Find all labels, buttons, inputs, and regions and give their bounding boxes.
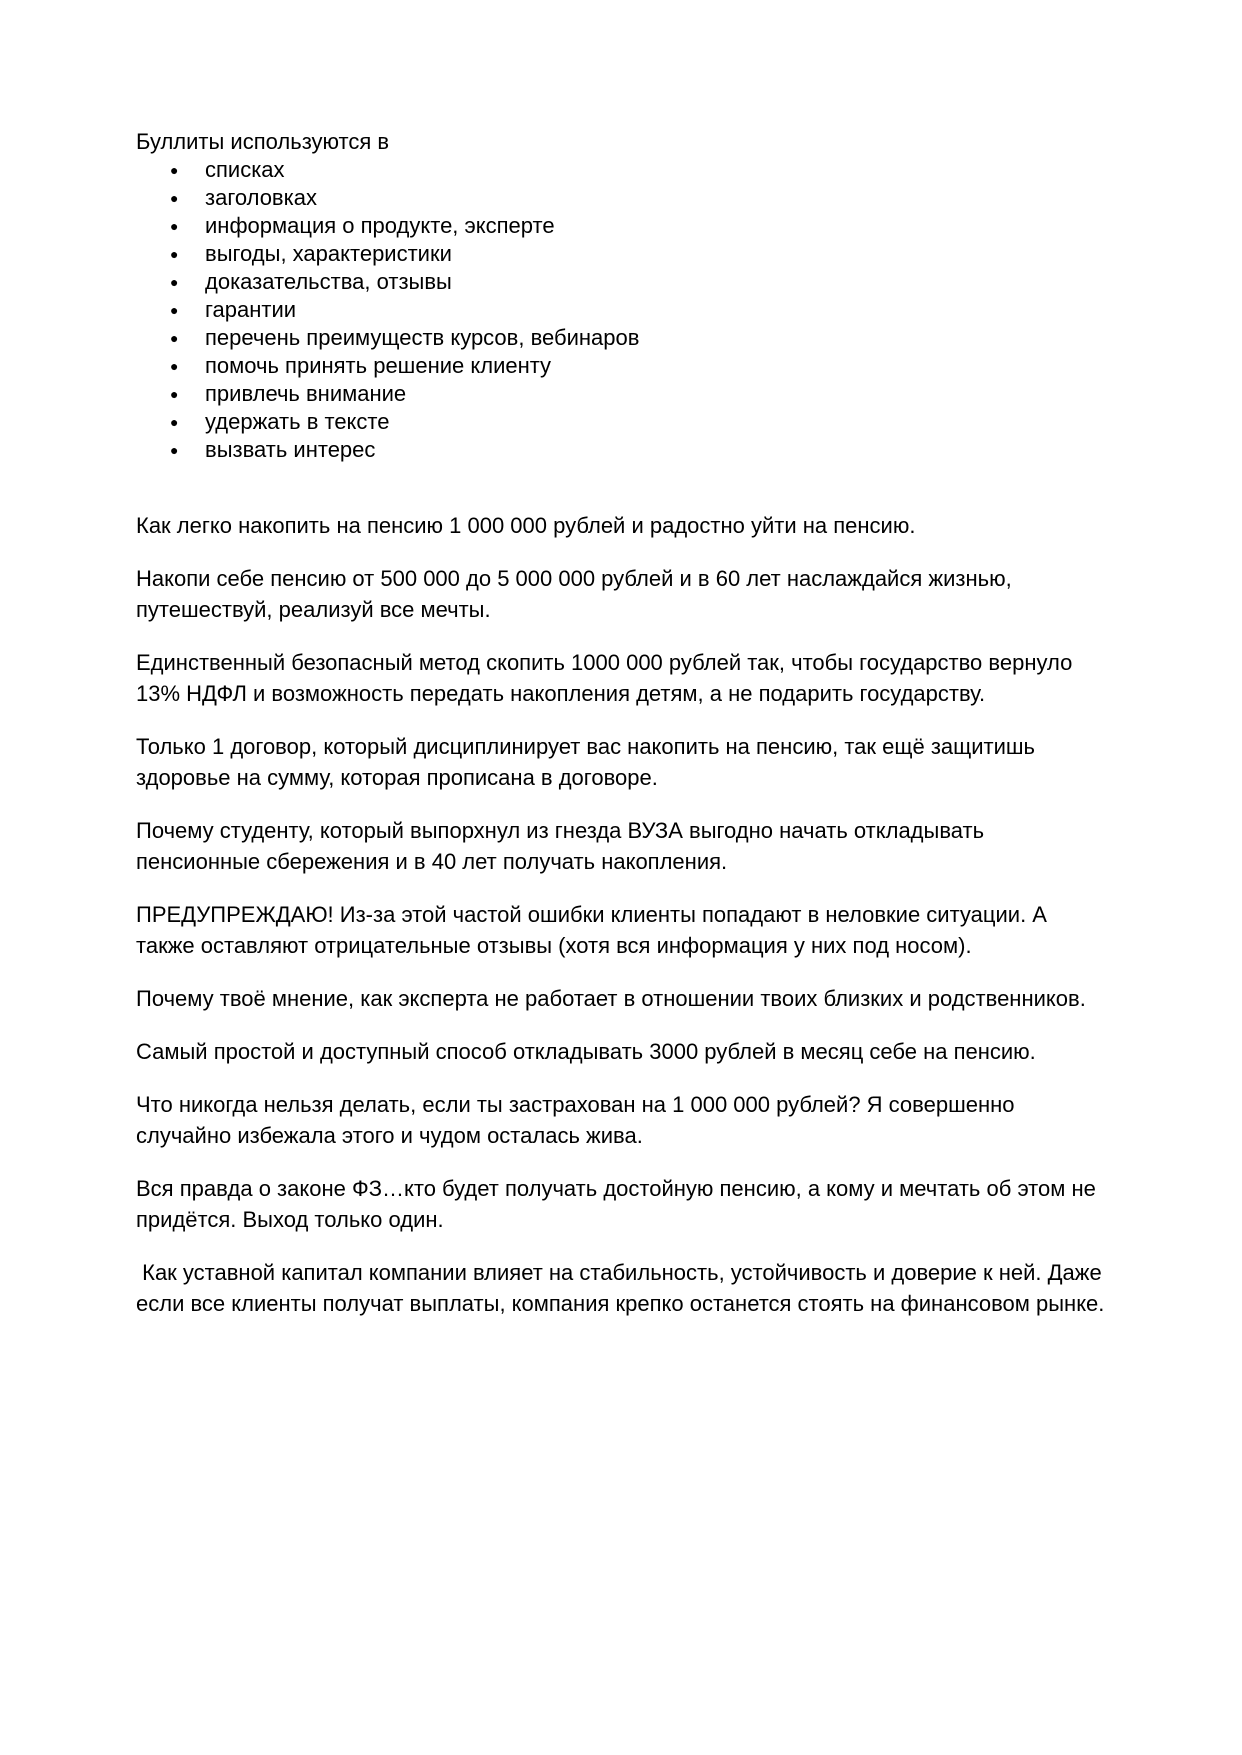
paragraph: Почему студенту, который выпорхнул из гнезда ВУЗА выгодно начать откладывать пенсионные сбережения и в 40 лет получать накопления.	[136, 818, 991, 874]
paragraph: Вся правда о законе ФЗ…кто будет получать достойную пенсию, а кому и мечтать об этом не придётся. Выход только один.	[136, 1176, 1102, 1232]
bullet-item: ● списках	[170, 156, 1105, 184]
paragraph: Только 1 договор, который дисциплинирует вас накопить на пенсию, так ещё защитишь здоровье на сумму, которая прописана в договоре.	[136, 734, 1042, 790]
paragraph: Накопи себе пенсию от 500 000 до 5 000 000 рублей и в 60 лет наслаждайся жизнью, путешествуй, реализуй все мечты.	[136, 566, 1018, 622]
paragraph: Единственный безопасный метод скопить 1000 000 рублей так, чтобы государство вернуло 13% НДФЛ и возможность передать накопления детям, а не подарить государству.	[136, 650, 1079, 706]
paragraph: Как легко накопить на пенсию 1 000 000 рублей и радостно уйти на пенсию.	[136, 513, 916, 538]
bullet-item: ● перечень преимуществ курсов, вебинаров	[170, 324, 1105, 352]
paragraph: ПРЕДУПРЕЖДАЮ! Из-за этой частой ошибки клиенты попадают в неловкие ситуации. А также оставляют отрицательные отзывы (хотя вся информация у них под носом).	[136, 902, 1054, 958]
paragraph: Почему твоё мнение, как эксперта не работает в отношении твоих близких и родственников.	[136, 986, 1086, 1011]
bullet-item: ● вызвать интерес	[170, 436, 1105, 464]
bullet-item: ● привлечь внимание	[170, 380, 1105, 408]
bullet-item: ● информация о продукте, эксперте	[170, 212, 1105, 240]
bullet-item: ● помочь принять решение клиенту	[170, 352, 1105, 380]
paragraph: Что никогда нельзя делать, если ты застрахован на 1 000 000 рублей? Я совершенно случайно избежала этого и чудом осталась жива.	[136, 1092, 1021, 1148]
paragraph: Самый простой и доступный способ откладывать 3000 рублей в месяц себе на пенсию.	[136, 1039, 1036, 1064]
intro-line: Буллиты используются в	[136, 129, 390, 154]
bullet-item: ● заголовках	[170, 184, 1105, 212]
paragraph: Как уставной капитал компании влияет на стабильность, устойчивость и доверие к ней. Даже если все клиенты получат выплаты, компания крепко останется стоять на финансовом рынке.	[136, 1260, 1108, 1316]
bullet-item: ● выгоды, характеристики	[170, 240, 1105, 268]
bullet-list	[136, 156, 1105, 464]
bullet-item: ● удержать в тексте	[170, 408, 1105, 436]
bullet-item: ● гарантии	[170, 296, 1105, 324]
bullet-item: ● доказательства, отзывы	[170, 268, 1105, 296]
